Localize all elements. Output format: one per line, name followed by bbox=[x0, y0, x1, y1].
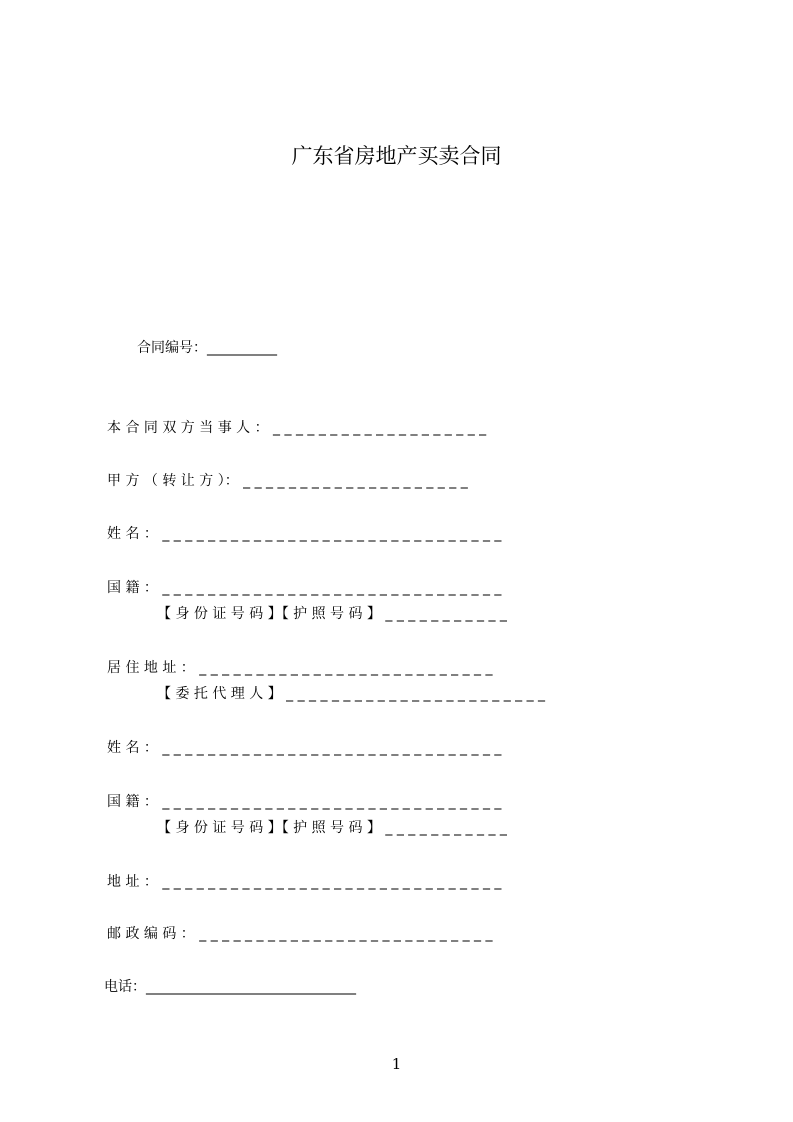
document-title: 广东省房地产买卖合同 bbox=[291, 144, 502, 168]
residence-line: 居 住 地 址 ： _ _ _ _ _ _ _ _ _ _ _ _ _ _ _ _ _ _ _ _ _ _ _ _ _ _ bbox=[107, 660, 493, 676]
nationality-line-1: 国 籍 ： _ _ _ _ _ _ _ _ _ _ _ _ _ _ _ _ _ _ _ _ _ _ _ _ _ _ _ _ _ _ bbox=[107, 580, 502, 596]
phone-field: 电话：______________________________ bbox=[104, 979, 356, 995]
parties-line: 本 合 同 双 方 当 事 人 ： _ _ _ _ _ _ _ _ _ _ _ _ _ _ _ _ _ _ _ bbox=[107, 420, 487, 436]
agent-line: 【 委 托 代 理 人 】 _ _ _ _ _ _ _ _ _ _ _ _ _ _ _ _ _ _ _ _ _ _ _ bbox=[157, 686, 546, 702]
postcode-line: 邮 政 编 码 ： _ _ _ _ _ _ _ _ _ _ _ _ _ _ _ _ _ _ _ _ _ _ _ _ _ _ bbox=[107, 926, 493, 942]
address-line: 地 址 ： _ _ _ _ _ _ _ _ _ _ _ _ _ _ _ _ _ _ _ _ _ _ _ _ _ _ _ _ _ _ bbox=[107, 874, 502, 890]
name-line-2: 姓 名 ： _ _ _ _ _ _ _ _ _ _ _ _ _ _ _ _ _ _ _ _ _ _ _ _ _ _ _ _ _ _ bbox=[107, 740, 502, 756]
id-passport-line-2: 【 身 份 证 号 码 】【 护 照 号 码 】 _ _ _ _ _ _ _ _ _ _ _ bbox=[157, 820, 507, 836]
contract-number-field: 合同编号：__________ bbox=[137, 340, 277, 356]
nationality-line-2: 国 籍 ： _ _ _ _ _ _ _ _ _ _ _ _ _ _ _ _ _ _ _ _ _ _ _ _ _ _ _ _ _ _ bbox=[107, 794, 502, 810]
page-number: 1 bbox=[391, 1055, 402, 1073]
party-a-line: 甲 方 （ 转 让 方 ）： _ _ _ _ _ _ _ _ _ _ _ _ _ _ _ _ _ _ _ _ bbox=[107, 473, 468, 489]
id-passport-line-1: 【 身 份 证 号 码 】【 护 照 号 码 】 _ _ _ _ _ _ _ _ _ _ _ bbox=[157, 606, 507, 622]
name-line-1: 姓 名 ： _ _ _ _ _ _ _ _ _ _ _ _ _ _ _ _ _ _ _ _ _ _ _ _ _ _ _ _ _ _ bbox=[107, 526, 502, 542]
